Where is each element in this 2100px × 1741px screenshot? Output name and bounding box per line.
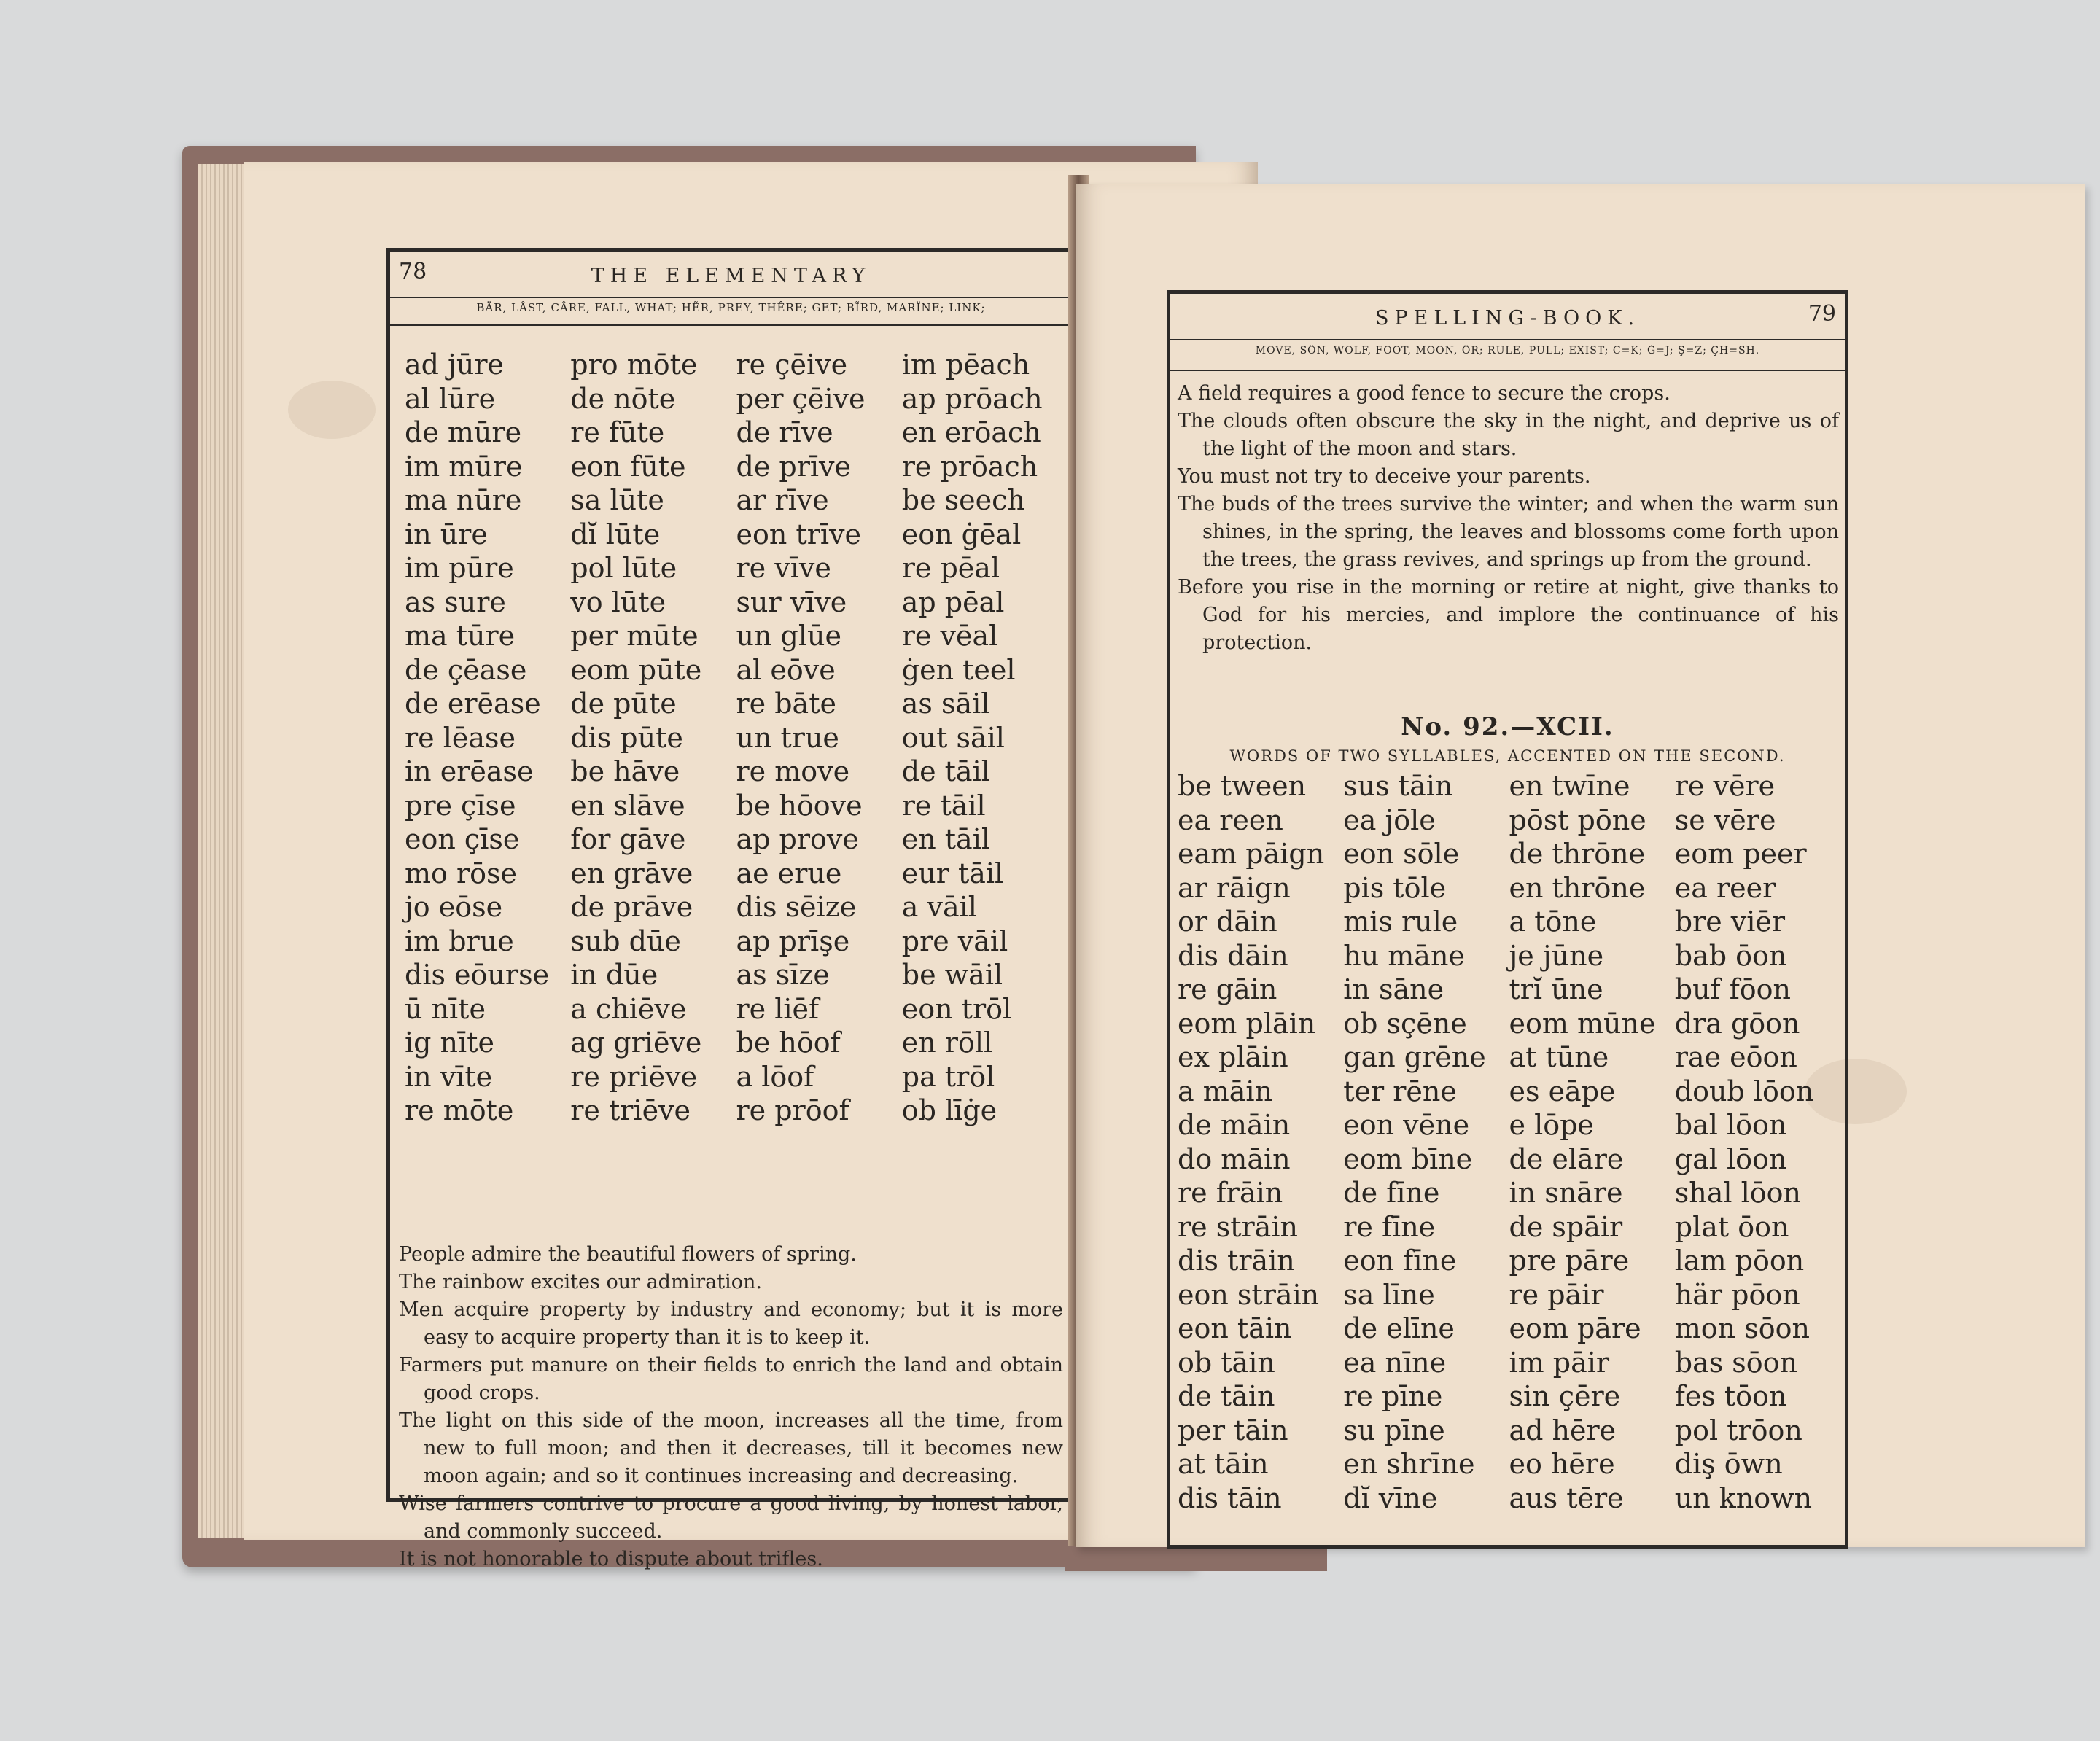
spelling-word: en twīne [1509,770,1630,802]
spelling-word: dis sēize [736,891,857,923]
spelling-word: trĭ ūne [1509,973,1603,1005]
spelling-word: eam pāign [1178,838,1325,870]
spelling-word: de pūte [570,688,677,720]
left-page-frame [386,248,1076,1570]
spelling-word: re çēive [736,348,848,381]
spelling-word: ap pēal [901,585,1005,618]
spelling-word: in dūe [570,959,658,991]
spelling-word: dis tāin [1178,1481,1282,1514]
spelling-word: sus tāin [1343,770,1453,802]
spelling-word: un true [736,721,839,754]
spelling-word: per tāin [1178,1414,1288,1446]
spelling-word: out sāil [901,721,1005,754]
spelling-word: or dāin [1178,905,1278,938]
rule-line [1170,370,1845,371]
spelling-word: eom peer [1674,838,1807,870]
word-column [1343,769,1501,1515]
spelling-word: dra gōon [1674,1007,1800,1040]
spelling-word: ob sçēne [1343,1007,1467,1040]
spelling-word: al lūre [405,382,496,415]
spelling-word: e lōpe [1509,1109,1594,1141]
spelling-word: ar rāign [1178,871,1291,904]
sentence: Farmers put manure on their fields to enrich the land and obtain good crops. [399,1354,1063,1404]
spelling-word: re bāte [736,688,836,720]
spelling-word: at tāin [1178,1448,1269,1480]
spelling-word: diş ōwn [1674,1448,1783,1480]
word-column [902,348,1060,1128]
spelling-word: for gāve [570,823,686,855]
spelling-word: be tween [1178,770,1307,802]
spelling-word: sa lūte [570,484,664,516]
spelling-word: eon fīne [1343,1245,1457,1277]
word-column [736,348,895,1128]
spelling-word: eur tāil [901,857,1004,889]
running-head: THE ELEMENTARY [591,265,871,287]
spelling-word: ter rēne [1343,1075,1457,1107]
spelling-word: pol lūte [570,552,677,584]
spelling-word: eon trōl [901,992,1012,1025]
spelling-word: dĭ lūte [570,518,661,550]
pronunciation-key: BÄR, LÅST, CÂRE, FALL, WHAT; HẼR, PREY, THÊRE; GET; BĨRD, MARÏNE; LINK; [476,301,986,314]
spelling-word: dis trāin [1178,1245,1295,1277]
spelling-word: a lōof [736,1060,814,1093]
spelling-word: eon strāin [1178,1278,1320,1311]
spelling-word: re vīve [736,552,831,584]
spelling-word: eon tāin [1178,1312,1292,1344]
spelling-word: eon sōle [1343,838,1460,870]
spelling-word: eom mūne [1509,1007,1656,1040]
spelling-word: re prōof [736,1094,849,1126]
spelling-word: as sure [405,585,506,618]
spelling-word: lam pōon [1674,1245,1805,1277]
word-column [1178,769,1336,1515]
spelling-word: as sīze [736,959,830,991]
spelling-word: en tāil [901,823,991,855]
spelling-word: eom bīne [1343,1142,1473,1175]
spelling-word: de thrōne [1509,838,1646,870]
spelling-word: en grāve [570,857,693,889]
spelling-word: bal lōon [1674,1109,1787,1141]
page-number: 78 [399,259,427,284]
word-column [1675,769,1833,1515]
spelling-word: doub lōon [1674,1075,1814,1107]
lesson-subtitle: WORDS OF TWO SYLLABLES, ACCENTED ON THE SECOND. [1229,747,1786,765]
spelling-word: ar rīve [736,484,829,516]
spelling-word: eo hēre [1509,1448,1615,1480]
spelling-word: buf fōon [1674,973,1791,1005]
spelling-word: ū nīte [405,992,486,1025]
spelling-word: a chiēve [570,992,687,1025]
spelling-word: dis pūte [570,721,683,754]
spelling-word: im pāir [1509,1346,1610,1379]
sentence: The light on this side of the moon, increases all the time, from new to full moon; and then it decreases, till it becomes new moon again; and so it continues increasing and decreasing. [399,1409,1063,1487]
spelling-word: pis tōle [1343,871,1447,904]
spelling-word: be hōof [736,1027,841,1059]
spelling-word: per mūte [570,620,699,652]
spelling-word: al eōve [736,653,836,686]
spelling-word: re pāir [1509,1278,1604,1311]
spelling-word: en erōach [901,416,1041,448]
spelling-word: gal lōon [1674,1142,1787,1175]
spelling-word: im pēach [901,348,1030,381]
spelling-word: ob līġe [901,1094,998,1126]
spelling-word: es eāpe [1509,1075,1616,1107]
spelling-word: re strāin [1178,1210,1298,1243]
spelling-word: vo lūte [570,585,666,618]
spelling-word: en slāve [570,789,685,822]
spelling-word: re frāin [1178,1177,1283,1209]
spelling-word: ap prīşe [736,924,850,957]
spelling-word: dĭ vīne [1343,1481,1438,1514]
spelling-word: im pūre [405,552,514,584]
spelling-word: sa līne [1343,1278,1435,1311]
spelling-word: eon çīse [405,823,520,855]
spelling-word: ig nīte [405,1027,494,1059]
spelling-word: de māin [1178,1109,1291,1141]
spelling-word: eom plāin [1178,1007,1316,1040]
spelling-word: de erēase [405,688,541,720]
spelling-word: eon ġēal [901,518,1022,550]
lesson-title: No. 92.—XCII. [1401,712,1614,741]
spelling-word: be hāve [570,755,680,787]
word-columns [405,348,1060,1128]
spelling-word: at tūne [1509,1041,1609,1073]
spelling-word: de tāin [1178,1380,1275,1412]
word-columns [1178,769,1833,1515]
spelling-word: je jūne [1509,939,1604,972]
spelling-word: pre pāre [1509,1245,1630,1277]
spelling-word: plat ōon [1674,1210,1789,1243]
spelling-word: här pōon [1674,1278,1800,1311]
spelling-word: eom pūte [570,653,702,686]
spelling-word: de tāil [901,755,990,787]
open-book [182,146,1918,1575]
spelling-word: jo eōse [405,891,503,923]
spelling-word: be hōove [736,789,863,822]
spelling-word: de elāre [1509,1142,1624,1175]
spelling-word: re move [736,755,850,787]
spelling-word: un glūe [736,620,841,652]
spelling-word: bas sōon [1674,1346,1798,1379]
spelling-word: ag griēve [570,1027,702,1059]
spelling-word: re pēal [901,552,1000,584]
spelling-word: dis eōurse [405,959,550,991]
spelling-word: de elīne [1343,1312,1455,1344]
spelling-word: de nōte [570,382,676,415]
spelling-word: im brue [405,924,514,957]
spelling-word: re fīne [1343,1210,1436,1243]
spelling-word: ad hēre [1509,1414,1617,1446]
spelling-word: bab ōon [1674,939,1787,972]
spelling-word: in ūre [405,518,488,550]
spelling-word: ea reen [1178,803,1283,836]
spelling-word: gan grēne [1343,1041,1486,1073]
spelling-word: ea jōle [1343,803,1436,836]
sentence: Before you rise in the morning or retire at night, give thanks to God for his mercies, and implore the continuance of his protection. [1178,576,1839,654]
spelling-word: sin çēre [1509,1380,1621,1412]
spelling-word: su pīne [1343,1414,1445,1446]
right-page-frame [1167,290,1848,1549]
spelling-word: ma tūre [405,620,516,652]
spelling-word: en rōll [901,1027,993,1059]
spelling-word: ap prōach [901,382,1043,415]
sentence: People admire the beautiful flowers of spring. [399,1243,857,1266]
spelling-word: pre vāil [901,924,1008,957]
spelling-word: pre çīse [405,789,516,822]
spelling-word: de çēase [405,653,527,686]
spelling-word: sur vīve [736,585,847,618]
sentence: The clouds often obscure the sky in the night, and deprive us of the light of the moon and stars. [1178,410,1839,460]
spelling-word: sub dūe [570,924,681,957]
spelling-word: ea nīne [1343,1346,1447,1379]
spelling-word: re fūte [570,416,665,448]
sentence: A field requires a good fence to secure the crops. [1178,382,1671,405]
spelling-word: a vāil [901,891,977,923]
spelling-word: de prīve [736,450,851,483]
sentence: It is not honorable to dispute about trifles. [399,1548,823,1570]
spelling-word: a tōne [1509,905,1597,938]
sentence: Wise farmers contrive to procure a good living, by honest labor, and commonly succeed. [399,1492,1063,1543]
right-page [1076,184,2085,1547]
spelling-word: fes tōon [1674,1380,1787,1412]
spelling-word: re vēal [901,620,998,652]
spelling-word: de mūre [405,416,522,448]
spelling-word: en thrōne [1509,871,1646,904]
spelling-word: per çēive [736,382,866,415]
spelling-word: pol trōon [1674,1414,1802,1446]
spelling-word: ma nūre [405,484,522,516]
spelling-word: do māin [1178,1142,1291,1175]
spelling-word: in snāre [1509,1177,1623,1209]
spelling-word: eon trīve [736,518,861,550]
spelling-word: se vēre [1674,803,1776,836]
reading-sentences [1178,380,1839,657]
sentence: Men acquire property by industry and economy; but it is more easy to acquire property than it is to keep it. [399,1298,1063,1349]
spelling-word: mon sōon [1674,1312,1810,1344]
spelling-word: de rīve [736,416,833,448]
spelling-word: re tāil [901,789,986,822]
sentence: You must not try to deceive your parents. [1178,465,1591,488]
word-column [1509,769,1668,1515]
spelling-word: pro mōte [570,348,698,381]
spelling-word: pa trōl [901,1060,995,1093]
spelling-word: in sāne [1343,973,1444,1005]
running-head: SPELLING-BOOK. [1374,307,1641,330]
spelling-word: be wāil [901,959,1003,991]
spelling-word: shal lōon [1674,1177,1801,1209]
word-column [570,348,728,1128]
spelling-word: ae erue [736,857,842,889]
spelling-word: pōst pōne [1509,803,1646,836]
spelling-word: bre viēr [1674,905,1786,938]
spelling-word: ex plāin [1178,1041,1288,1073]
spelling-word: re liēf [736,992,820,1025]
page-number: 79 [1808,301,1836,327]
spelling-word: re lēase [405,721,516,754]
spelling-word: mis rule [1343,905,1458,938]
spelling-word: in erēase [405,755,534,787]
reading-sentences [399,1241,1063,1573]
rule-line [390,297,1072,298]
word-column [405,348,563,1128]
pronunciation-key: MOVE, SÔN, WOLF, FOOT, MOON, ÔR; RULE, PULL; EXIST; C=K; Ġ=J; Ş=Z; ÇH=SH. [1255,345,1760,357]
spelling-word: re triēve [570,1094,691,1126]
spelling-word: ap prove [736,823,859,855]
spelling-word: de prāve [570,891,693,923]
spelling-word: as sāil [901,688,990,720]
spelling-word: ad jūre [405,348,504,381]
spelling-word: eom pāre [1509,1312,1641,1344]
spelling-word: un known [1674,1481,1813,1514]
spelling-word: aus tēre [1509,1481,1624,1514]
spelling-word: in vīte [405,1060,493,1093]
sentence: The buds of the trees survive the winter; and when the warm sun shines, in the spring, the leaves and blossoms come forth upon the trees, the grass revives, and springs up from the ground. [1178,493,1839,571]
spelling-word: mo rōse [405,857,518,889]
spelling-word: ea reer [1674,871,1776,904]
spelling-word: re prōach [901,450,1038,483]
spelling-word: re mōte [405,1094,514,1126]
page-edges [198,164,249,1538]
spelling-word: eon vēne [1343,1109,1470,1141]
spelling-word: be seech [901,484,1025,516]
spelling-word: ob tāin [1178,1346,1275,1379]
rule-line [1170,339,1845,340]
sentence: The rainbow excites our admiration. [399,1271,762,1293]
rule-line [390,324,1072,326]
spelling-word: re priēve [570,1060,698,1093]
spelling-word: re pīne [1343,1380,1443,1412]
spelling-word: dis dāin [1178,939,1288,972]
spelling-word: ġen teel [901,653,1016,686]
spelling-word: eon fūte [570,450,686,483]
spelling-word: en shrīne [1343,1448,1475,1480]
spelling-word: re vēre [1674,770,1776,802]
spelling-word: re gāin [1178,973,1278,1005]
spelling-word: de spāir [1509,1210,1623,1243]
spelling-word: rae eōon [1674,1041,1797,1073]
spelling-word: hu māne [1343,939,1465,972]
spelling-word: a māin [1178,1075,1273,1107]
spelling-word: im mūre [405,450,523,483]
spelling-word: de fīne [1343,1177,1440,1209]
paper-stain [288,381,376,439]
